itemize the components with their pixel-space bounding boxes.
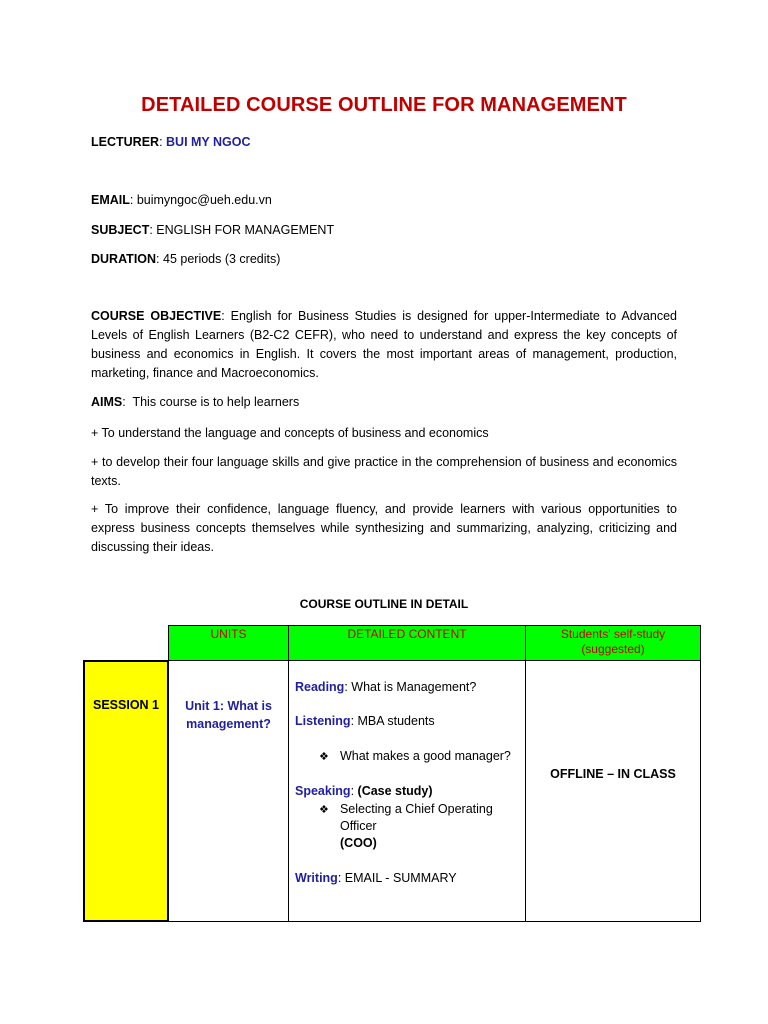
- header-self-study: [525, 625, 701, 661]
- aim-item-2: + to develop their four language skills and give practice in the comprehension of business and economics texts.: [91, 455, 677, 488]
- header-content: [288, 625, 526, 661]
- self-study-value: OFFLINE – IN CLASS: [550, 767, 676, 781]
- self-study-cell: [525, 660, 701, 922]
- unit-title: [169, 697, 288, 733]
- lecturer-line: LECTURER: BUI MY NGOC: [91, 135, 251, 149]
- reading-label: Reading: [295, 680, 345, 694]
- duration-value: 45 periods (3 credits): [163, 252, 281, 266]
- unit-cell: [168, 660, 289, 922]
- duration-label: DURATION: [91, 252, 157, 266]
- aims-intro: This course is to help learners: [132, 395, 300, 409]
- aims-line: AIMS: This course is to help learners: [91, 395, 300, 409]
- header-suggested-label: (suggested): [581, 642, 645, 656]
- listening-bullet: [319, 749, 511, 763]
- header-units-label: UNITS: [210, 627, 247, 641]
- speaking-bullet-line-3: (COO): [340, 836, 377, 850]
- speaking-text: (Case study): [357, 784, 433, 798]
- objective-text: English for Business Studies is designed for upper-Intermediate to Advanced Levels of English Learners (B2-C2 CEFR), who need to understand and express the key concepts of business and economics in English. It covers the most important areas of management, production, marketing, finance and Macroeconomics.: [91, 309, 677, 380]
- aim-item-3: + To improve their confidence, language fluency, and provide learners with various opportunities to express business concepts themselves while synthesizing and summarizing, analyzing, criticizing and discussing their ideas.: [91, 502, 677, 554]
- listening-bullet-text: What makes a good manager?: [339, 749, 511, 763]
- course-objective: COURSE OBJECTIVE: English for Business Studies is designed for upper-Intermediate to Advanced Levels of English Learners (B2-C2 CEFR), who need to understand and express the key concepts of business and economics in English. It covers the most important areas of management, production, marketing, finance and Macroeconomics.: [91, 309, 677, 380]
- writing-label: Writing: [295, 871, 338, 885]
- page-title: DETAILED COURSE OUTLINE FOR MANAGEMENT: [141, 94, 627, 116]
- duration-line: DURATION: 45 periods (3 credits): [91, 252, 281, 266]
- speaking-line: Speaking: (Case study): [295, 784, 433, 798]
- outline-title: COURSE OUTLINE IN DETAIL: [299, 597, 469, 611]
- writing-text: EMAIL - SUMMARY: [344, 871, 457, 885]
- subject-label: SUBJECT: [91, 223, 150, 237]
- speaking-bullet: [319, 802, 493, 816]
- writing-line: Writing: EMAIL - SUMMARY: [295, 871, 457, 885]
- speaking-bullet-line-2: Officer: [340, 819, 377, 833]
- reading-text: What is Management?: [351, 680, 477, 694]
- diamond-bullet-icon: ❖: [319, 804, 329, 816]
- lecturer-label: LECTURER: [91, 135, 160, 149]
- speaking-label: Speaking: [295, 784, 351, 798]
- aims-label: AIMS: [91, 395, 123, 409]
- header-units: [168, 625, 289, 661]
- email-value: buimyngoc@ueh.edu.vn: [136, 193, 272, 207]
- subject-line: SUBJECT: ENGLISH FOR MANAGEMENT: [91, 223, 335, 237]
- speaking-bullet-line-1: Selecting a Chief Operating: [339, 802, 493, 816]
- lecturer-name: BUI MY NGOC: [166, 135, 251, 149]
- diamond-bullet-icon: ❖: [319, 751, 329, 763]
- subject-value: ENGLISH FOR MANAGEMENT: [156, 223, 335, 237]
- listening-label: Listening: [295, 714, 351, 728]
- header-self-study-label: Students' self-study: [560, 627, 666, 641]
- reading-line: Reading: What is Management?: [295, 680, 477, 694]
- session-label: SESSION 1: [93, 698, 159, 712]
- email-line: EMAIL: buimyngoc@ueh.edu.vn: [91, 193, 272, 207]
- aim-item-1: + To understand the language and concepts of business and economics: [91, 426, 489, 440]
- email-label: EMAIL: [91, 193, 130, 207]
- unit-title-line-2: management?: [186, 717, 271, 731]
- unit-title-line-1: Unit 1: What is: [185, 699, 272, 713]
- header-content-label: DETAILED CONTENT: [347, 627, 467, 641]
- session-cell: [83, 660, 169, 922]
- listening-text: MBA students: [357, 714, 435, 728]
- content-cell: [288, 660, 526, 922]
- listening-line: Listening: MBA students: [295, 714, 435, 728]
- objective-label: COURSE OBJECTIVE: [91, 309, 222, 323]
